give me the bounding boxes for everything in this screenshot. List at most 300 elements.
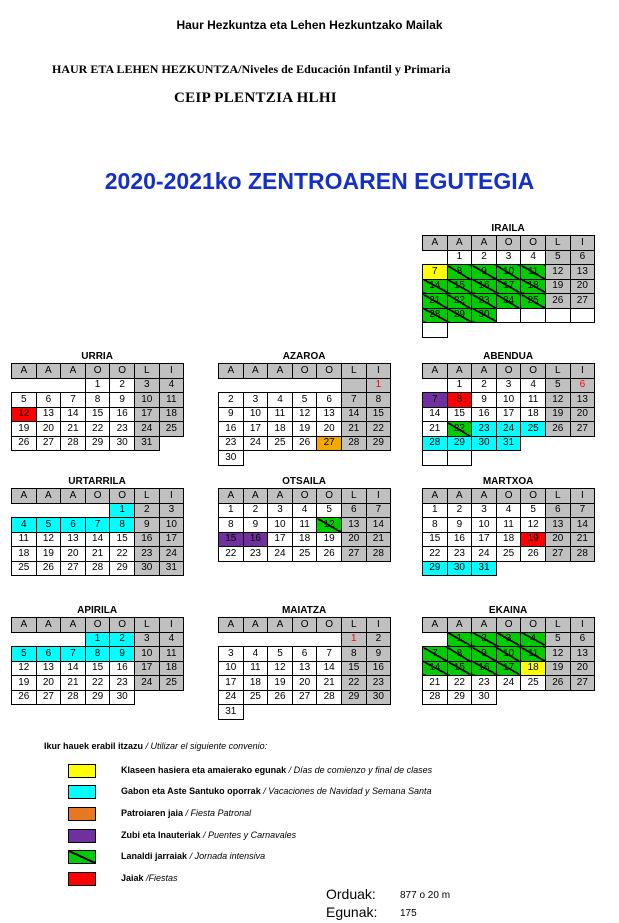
legend-heading-es: / Utilizar el siguiente convenio:: [145, 741, 268, 751]
days-value: 175: [400, 908, 417, 919]
day-cell: 16: [134, 532, 159, 547]
weekday-header: A: [447, 236, 472, 251]
weekday-header: A: [268, 618, 293, 633]
month-urtarrila: [11, 475, 184, 576]
weekday-header: A: [447, 364, 472, 379]
weekday-header: I: [159, 364, 184, 379]
day-cell: 14: [317, 661, 342, 676]
day-cell: 3: [472, 503, 497, 518]
day-cell: 14: [423, 279, 448, 294]
day-cell: 24: [472, 547, 497, 562]
month-name: ABENDUA: [483, 351, 534, 362]
day-cell: 10: [496, 647, 521, 662]
day-cell: 22: [447, 676, 472, 691]
day-cell: 27: [545, 547, 570, 562]
day-cell: 25: [521, 294, 546, 309]
day-cell: 8: [219, 518, 244, 533]
month-martxoa: [422, 475, 595, 576]
day-cell: 13: [570, 647, 595, 662]
weekday-header: A: [36, 364, 61, 379]
day-cell: 29: [447, 690, 472, 705]
day-cell: 5: [292, 393, 317, 408]
weekday-header: L: [545, 364, 570, 379]
day-cell: 30: [472, 436, 497, 451]
weekday-header: A: [472, 618, 497, 633]
day-cell: 12: [36, 532, 61, 547]
weekday-header: I: [366, 489, 391, 504]
day-cell: 16: [219, 422, 244, 437]
day-cell: 26: [545, 676, 570, 691]
day-cell: 10: [243, 407, 268, 422]
day-cell: 16: [366, 661, 391, 676]
day-cell: 26: [292, 436, 317, 451]
day-cell: 30: [472, 690, 497, 705]
empty-cell: [243, 378, 268, 393]
day-cell: 17: [134, 407, 159, 422]
day-cell: 18: [521, 661, 546, 676]
weekday-header: L: [341, 618, 366, 633]
month-grid: [422, 488, 595, 576]
day-cell: 13: [545, 518, 570, 533]
empty-cell: [12, 503, 37, 518]
day-cell: 6: [36, 647, 61, 662]
weekday-header: A: [423, 364, 448, 379]
day-cell: 21: [61, 676, 86, 691]
weekday-header: L: [134, 618, 159, 633]
legend-label-eu: Klaseen hasiera eta amaierako egunak: [121, 765, 287, 775]
day-cell: 1: [219, 503, 244, 518]
day-cell: 21: [570, 532, 595, 547]
day-cell: 18: [159, 407, 184, 422]
day-cell: 27: [36, 690, 61, 705]
day-cell: 7: [423, 647, 448, 662]
day-cell: 7: [423, 393, 448, 408]
day-cell: 1: [85, 378, 110, 393]
legend-swatch: [68, 807, 96, 821]
legend-label-eu: Zubi eta Inauteriak: [121, 830, 201, 840]
day-cell: 23: [110, 676, 135, 691]
hours-label: Orduak:: [326, 886, 376, 902]
day-cell: 29: [447, 436, 472, 451]
day-cell: 27: [570, 676, 595, 691]
empty-cell: [61, 503, 86, 518]
day-cell: 5: [268, 647, 293, 662]
empty-cell: [243, 632, 268, 647]
day-cell: 12: [545, 265, 570, 280]
day-cell: 17: [496, 279, 521, 294]
header-line-2: HAUR ETA LEHEN HEZKUNTZA/Niveles de Educación Infantil y Primaria: [52, 62, 451, 76]
day-cell: 3: [159, 503, 184, 518]
weekday-header: A: [219, 489, 244, 504]
day-cell: 8: [85, 393, 110, 408]
day-cell: 19: [12, 422, 37, 437]
day-cell: 25: [12, 561, 37, 576]
weekday-header: A: [423, 618, 448, 633]
empty-cell: [219, 632, 244, 647]
day-cell: 31: [472, 561, 497, 576]
day-cell: 9: [472, 393, 497, 408]
weekday-header: A: [472, 489, 497, 504]
day-cell: 17: [219, 676, 244, 691]
weekday-header: O: [292, 364, 317, 379]
day-cell: 29: [341, 690, 366, 705]
empty-cell: [268, 378, 293, 393]
day-cell: 30: [366, 690, 391, 705]
day-cell: 13: [292, 661, 317, 676]
weekday-header: O: [85, 489, 110, 504]
day-cell: 30: [219, 451, 244, 466]
day-cell: 30: [472, 308, 497, 323]
weekday-header: O: [317, 618, 342, 633]
day-cell: 29: [110, 561, 135, 576]
day-cell: 9: [472, 265, 497, 280]
day-cell: 17: [472, 532, 497, 547]
day-cell: 26: [545, 422, 570, 437]
day-cell: 14: [570, 518, 595, 533]
weekday-header: L: [134, 364, 159, 379]
weekday-header: L: [134, 489, 159, 504]
day-cell: 18: [268, 422, 293, 437]
day-cell: 16: [110, 661, 135, 676]
day-cell: 11: [159, 393, 184, 408]
day-cell: 6: [292, 647, 317, 662]
weekday-header: A: [447, 618, 472, 633]
school-name: CEIP PLENTZIA HLHI: [174, 90, 337, 106]
day-cell: 2: [472, 632, 497, 647]
month-apirila: [11, 604, 184, 705]
weekday-header: A: [447, 489, 472, 504]
day-cell: 1: [447, 250, 472, 265]
day-cell: 7: [61, 393, 86, 408]
day-cell: 11: [521, 393, 546, 408]
day-cell: 17: [159, 532, 184, 547]
weekday-header: A: [472, 236, 497, 251]
day-cell: 3: [496, 632, 521, 647]
day-cell: 15: [85, 407, 110, 422]
day-cell: 29: [85, 690, 110, 705]
day-cell: 3: [268, 503, 293, 518]
day-cell: 24: [243, 436, 268, 451]
day-cell: 9: [110, 393, 135, 408]
day-cell: 24: [134, 422, 159, 437]
legend-label-es: / Días de comienzo y final de clases: [288, 765, 433, 775]
day-cell: 4: [12, 518, 37, 533]
weekday-header: I: [570, 364, 595, 379]
day-cell: 2: [472, 378, 497, 393]
day-cell: 2: [110, 632, 135, 647]
weekday-header: O: [110, 489, 135, 504]
day-cell: 10: [472, 518, 497, 533]
empty-cell: [423, 378, 448, 393]
day-cell: 28: [423, 308, 448, 323]
empty-cell: [341, 378, 366, 393]
day-cell: 4: [292, 503, 317, 518]
empty-cell: [545, 308, 570, 323]
day-cell: 11: [243, 661, 268, 676]
day-cell: 26: [317, 547, 342, 562]
day-cell: 28: [61, 690, 86, 705]
legend-swatch: [68, 850, 96, 864]
weekday-header: I: [366, 618, 391, 633]
days-label: Egunak:: [326, 904, 378, 920]
day-cell: 23: [472, 422, 497, 437]
month-name: URTARRILA: [68, 476, 126, 487]
weekday-header: O: [292, 618, 317, 633]
day-cell: 22: [423, 547, 448, 562]
day-cell: 25: [243, 690, 268, 705]
day-cell: 11: [268, 407, 293, 422]
legend-swatch: [68, 829, 96, 843]
day-cell: 18: [521, 407, 546, 422]
day-cell: 3: [496, 378, 521, 393]
day-cell: 2: [447, 503, 472, 518]
day-cell: 15: [110, 532, 135, 547]
day-cell: 21: [61, 422, 86, 437]
day-cell: 20: [317, 422, 342, 437]
weekday-header: O: [110, 618, 135, 633]
empty-cell: [423, 451, 448, 466]
weekday-header: L: [545, 489, 570, 504]
empty-cell: [423, 250, 448, 265]
day-cell: 20: [36, 422, 61, 437]
day-cell: 23: [243, 547, 268, 562]
day-cell: 6: [545, 503, 570, 518]
day-cell: 19: [36, 547, 61, 562]
day-cell: 26: [12, 690, 37, 705]
day-cell: 15: [219, 532, 244, 547]
day-cell: 27: [317, 436, 342, 451]
day-cell: 24: [268, 547, 293, 562]
day-cell: 16: [243, 532, 268, 547]
weekday-header: O: [521, 236, 546, 251]
day-cell: 17: [496, 661, 521, 676]
weekday-header: I: [570, 618, 595, 633]
weekday-header: A: [61, 489, 86, 504]
day-cell: 27: [61, 561, 86, 576]
day-cell: 25: [521, 676, 546, 691]
day-cell: 6: [341, 503, 366, 518]
day-cell: 12: [12, 661, 37, 676]
day-cell: 11: [521, 265, 546, 280]
day-cell: 5: [12, 393, 37, 408]
empty-cell: [423, 632, 448, 647]
weekday-header: A: [36, 618, 61, 633]
day-cell: 12: [317, 518, 342, 533]
weekday-header: A: [12, 364, 37, 379]
day-cell: 25: [496, 547, 521, 562]
day-cell: 2: [243, 503, 268, 518]
day-cell: 18: [12, 547, 37, 562]
day-cell: 6: [36, 393, 61, 408]
day-cell: 19: [545, 661, 570, 676]
day-cell: 28: [317, 690, 342, 705]
day-cell: 1: [85, 632, 110, 647]
month-ekaina: [422, 604, 595, 705]
day-cell: 8: [447, 647, 472, 662]
day-cell: 16: [472, 279, 497, 294]
day-cell: 10: [496, 393, 521, 408]
weekday-header: A: [12, 489, 37, 504]
day-cell: 1: [366, 378, 391, 393]
weekday-header: A: [12, 618, 37, 633]
day-cell: 16: [447, 532, 472, 547]
weekday-header: O: [521, 364, 546, 379]
day-cell: 6: [570, 378, 595, 393]
weekday-header: A: [219, 364, 244, 379]
empty-cell: [292, 378, 317, 393]
day-cell: 22: [219, 547, 244, 562]
legend-label-eu: Jaiak: [121, 873, 144, 883]
weekday-header: A: [36, 489, 61, 504]
day-cell: 27: [570, 422, 595, 437]
day-cell: 31: [159, 561, 184, 576]
day-cell: 14: [423, 661, 448, 676]
month-grid: [422, 235, 595, 338]
day-cell: 20: [61, 547, 86, 562]
day-cell: 8: [341, 647, 366, 662]
day-cell: 9: [366, 647, 391, 662]
day-cell: 18: [159, 661, 184, 676]
day-cell: 9: [219, 407, 244, 422]
day-cell: 25: [521, 422, 546, 437]
day-cell: 20: [570, 407, 595, 422]
day-cell: 29: [85, 436, 110, 451]
day-cell: 25: [159, 422, 184, 437]
day-cell: 13: [317, 407, 342, 422]
legend-label-es: / Jornada intensiva: [189, 851, 266, 861]
weekday-header: A: [423, 489, 448, 504]
weekday-header: O: [496, 364, 521, 379]
day-cell: 11: [521, 647, 546, 662]
day-cell: 1: [341, 632, 366, 647]
day-cell: 10: [268, 518, 293, 533]
legend-item: [121, 830, 296, 840]
day-cell: 6: [61, 518, 86, 533]
day-cell: 4: [496, 503, 521, 518]
weekday-header: L: [545, 236, 570, 251]
weekday-header: O: [521, 618, 546, 633]
month-grid: [218, 363, 391, 466]
day-cell: 12: [292, 407, 317, 422]
month-grid: [11, 363, 184, 451]
day-cell: 7: [85, 518, 110, 533]
weekday-header: I: [159, 618, 184, 633]
empty-cell: [317, 378, 342, 393]
day-cell: 21: [423, 294, 448, 309]
legend-item: [121, 851, 265, 861]
day-cell: 30: [110, 436, 135, 451]
month-maiatza: [218, 604, 391, 720]
day-cell: 19: [268, 676, 293, 691]
day-cell: 27: [36, 436, 61, 451]
day-cell: 4: [159, 378, 184, 393]
day-cell: 23: [366, 676, 391, 691]
legend-label-es: / Fiesta Patronal: [185, 808, 252, 818]
day-cell: 12: [545, 647, 570, 662]
weekday-header: O: [85, 364, 110, 379]
day-cell: 1: [110, 503, 135, 518]
day-cell: 1: [423, 503, 448, 518]
day-cell: 26: [12, 436, 37, 451]
empty-cell: [292, 632, 317, 647]
empty-cell: [570, 308, 595, 323]
day-cell: 21: [423, 676, 448, 691]
day-cell: 19: [521, 532, 546, 547]
day-cell: 20: [545, 532, 570, 547]
day-cell: 18: [292, 532, 317, 547]
day-cell: 26: [268, 690, 293, 705]
day-cell: 15: [366, 407, 391, 422]
day-cell: 21: [317, 676, 342, 691]
day-cell: 14: [61, 407, 86, 422]
day-cell: 2: [219, 393, 244, 408]
day-cell: 7: [366, 503, 391, 518]
day-cell: 28: [341, 436, 366, 451]
day-cell: 29: [366, 436, 391, 451]
weekday-header: I: [570, 489, 595, 504]
day-cell: 15: [447, 407, 472, 422]
legend-swatch: [68, 872, 96, 886]
day-cell: 20: [292, 676, 317, 691]
day-cell: 7: [61, 647, 86, 662]
day-cell: 23: [110, 422, 135, 437]
legend-label-eu: Lanaldi jarraiak: [121, 851, 188, 861]
empty-cell: [317, 632, 342, 647]
day-cell: 12: [521, 518, 546, 533]
month-name: IRAILA: [491, 223, 525, 234]
day-cell: 5: [36, 518, 61, 533]
legend-label-es: / Vacaciones de Navidad y Semana Santa: [263, 786, 432, 796]
day-cell: 20: [570, 279, 595, 294]
day-cell: 19: [545, 407, 570, 422]
month-name: MAIATZA: [281, 605, 327, 616]
day-cell: 24: [134, 676, 159, 691]
legend-label-es: / Puentes y Carnavales: [203, 830, 297, 840]
weekday-header: O: [496, 489, 521, 504]
day-cell: 21: [366, 532, 391, 547]
day-cell: 30: [110, 690, 135, 705]
empty-cell: [61, 632, 86, 647]
day-cell: 3: [134, 632, 159, 647]
weekday-header: A: [61, 364, 86, 379]
day-cell: 16: [110, 407, 135, 422]
day-cell: 5: [545, 378, 570, 393]
day-cell: 17: [268, 532, 293, 547]
day-cell: 14: [423, 407, 448, 422]
day-cell: 8: [447, 265, 472, 280]
day-cell: 22: [341, 676, 366, 691]
day-cell: 18: [521, 279, 546, 294]
empty-cell: [521, 308, 546, 323]
weekday-header: A: [243, 618, 268, 633]
day-cell: 21: [423, 422, 448, 437]
weekday-header: I: [366, 364, 391, 379]
day-cell: 9: [134, 518, 159, 533]
day-cell: 2: [134, 503, 159, 518]
day-cell: 11: [12, 532, 37, 547]
day-cell: 13: [36, 661, 61, 676]
day-cell: 13: [341, 518, 366, 533]
day-cell: 15: [447, 661, 472, 676]
day-cell: 1: [447, 378, 472, 393]
weekday-header: O: [85, 618, 110, 633]
day-cell: 17: [134, 661, 159, 676]
day-cell: 9: [472, 647, 497, 662]
empty-cell: [447, 451, 472, 466]
empty-cell: [85, 503, 110, 518]
weekday-header: A: [61, 618, 86, 633]
month-name: EKAINA: [488, 605, 528, 616]
